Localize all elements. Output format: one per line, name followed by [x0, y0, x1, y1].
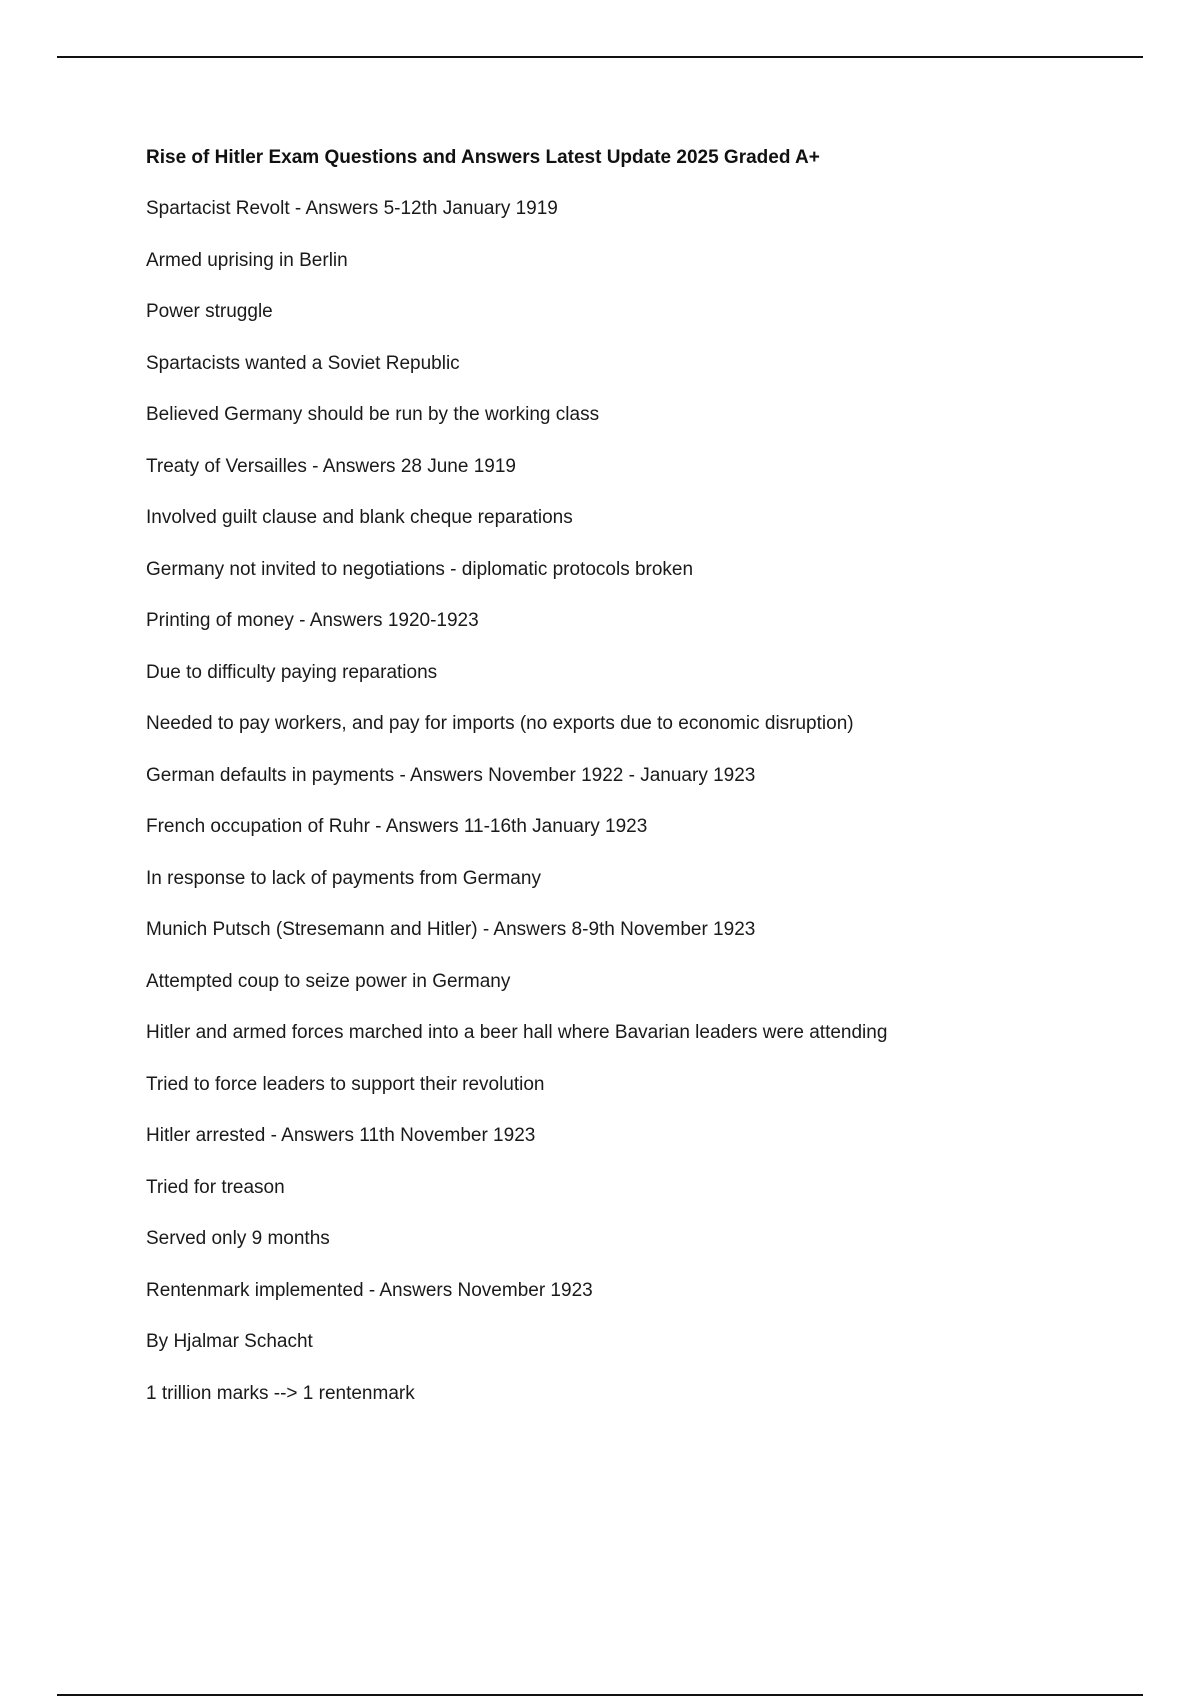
document-line: Tried to force leaders to support their revolution — [146, 1073, 545, 1095]
document-line: Served only 9 months — [146, 1228, 330, 1249]
document-line: German defaults in payments - Answers November 1922 - January 1923 — [146, 764, 756, 786]
document-line: Hitler arrested - Answers 11th November 1923 — [146, 1125, 536, 1146]
document-line: Armed uprising in Berlin — [146, 249, 348, 271]
document-line: Power struggle — [146, 301, 273, 322]
document-line: Spartacists wanted a Soviet Republic — [146, 352, 460, 374]
document-line: Hitler and armed forces marched into a beer hall where Bavarian leaders were attending — [146, 1022, 888, 1043]
footer-rule — [57, 1694, 1143, 1696]
document-line: Tried for treason — [146, 1176, 285, 1198]
document-line: In response to lack of payments from Germany — [146, 867, 541, 889]
document-line: Involved guilt clause and blank cheque reparations — [146, 507, 573, 528]
document-lines — [146, 197, 1146, 1406]
document-line: Printing of money - Answers 1920-1923 — [146, 610, 479, 631]
document-line: Treaty of Versailles - Answers 28 June 1919 — [146, 455, 516, 477]
document-line: 1 trillion marks --> 1 rentenmark — [146, 1382, 415, 1404]
document-line: Spartacist Revolt - Answers 5-12th January 1919 — [146, 198, 558, 219]
header-rule — [57, 56, 1143, 58]
document-line: Germany not invited to negotiations - diplomatic protocols broken — [146, 558, 694, 580]
document-line: Needed to pay workers, and pay for imports (no exports due to economic disruption) — [146, 713, 854, 734]
document-line: Munich Putsch (Stresemann and Hitler) - Answers 8-9th November 1923 — [146, 919, 756, 940]
document-body — [146, 146, 1146, 1433]
document-title: Rise of Hitler Exam Questions and Answers Latest Update 2025 Graded A+ — [146, 147, 820, 168]
document-line: Rentenmark implemented - Answers November 1923 — [146, 1279, 593, 1301]
document-line: Due to difficulty paying reparations — [146, 661, 438, 683]
document-line: Believed Germany should be run by the working class — [146, 404, 600, 425]
document-line: By Hjalmar Schacht — [146, 1331, 313, 1352]
document-line: Attempted coup to seize power in Germany — [146, 970, 511, 992]
document-line: French occupation of Ruhr - Answers 11-16th January 1923 — [146, 816, 648, 837]
